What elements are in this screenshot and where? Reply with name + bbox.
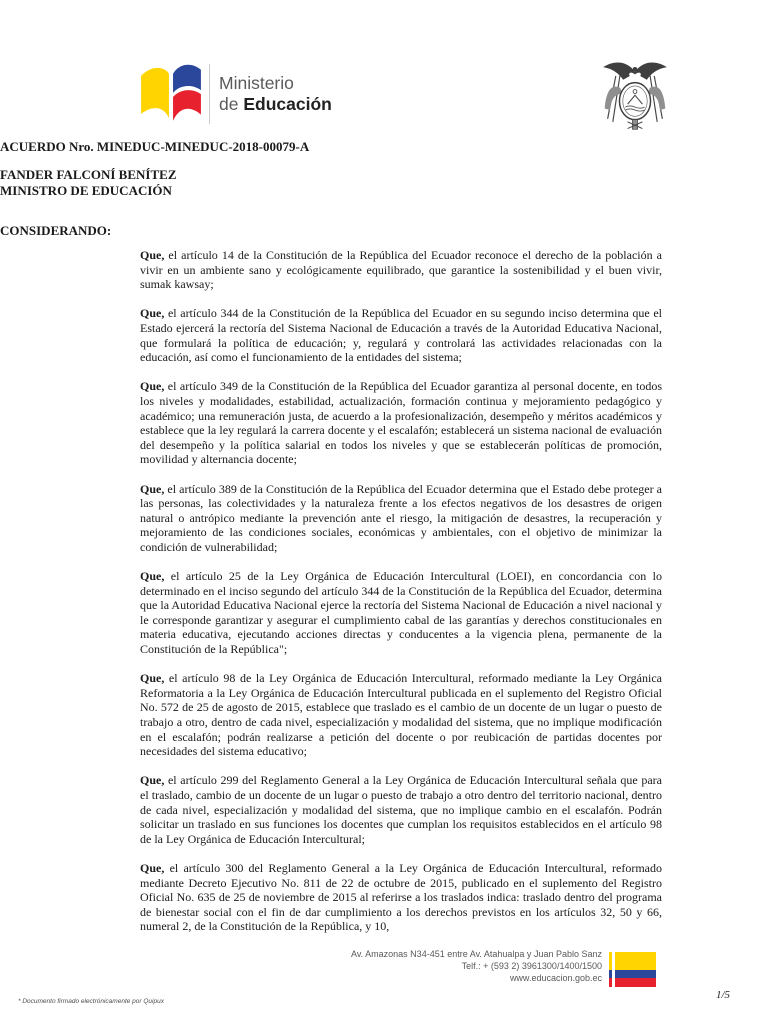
paragraph-text: el artículo 344 de la Constitución de la República del Ecuador en su segundo inciso determina que el Estado ejercerá la rectoría del Sistema Nacional de Educación a través de la Autoridad Educativa Nacional, que formulará la política de educación; y, regulará y controlará las actividades relacionadas con la educación, así como el funcionamiento de la entidades del sistema;	[140, 306, 662, 365]
paragraph-articulo-299	[140, 773, 662, 846]
paragraph-articulo-14	[140, 248, 662, 292]
logo-text-de: de	[219, 93, 239, 114]
considerando-heading: CONSIDERANDO:	[0, 223, 112, 238]
paragraph-text: el artículo 349 de la Constitución de la República del Ecuador garantiza al personal docente, en todos los niveles y modalidades, estabilidad, actualización, formación continua y mejoramiento pedagógico y académico; una remuneración justa, de acuerdo a la profesionalización, desempeño y méritos académicos y establece que la ley regulará la carrera docente y el escalafón; establecerá un sistema nacional de evaluación del desempeño y la política salarial en todos los niveles y que se establecerán políticas de promoción, movilidad y alternancia docente;	[140, 379, 662, 467]
paragraph-articulo-344	[140, 306, 662, 364]
page-number: 1/5	[715, 989, 730, 1001]
document-title: ACUERDO Nro. MINEDUC-MINEDUC-2018-00079-A	[0, 139, 310, 154]
que-lead: Que,	[140, 860, 165, 875]
paragraph-text: el artículo 389 de la Constitución de la República del Ecuador determina que el Estado debe proteger a las personas, las colectividades y la naturaleza frente a los efectos negativos de los desastres de origen natural o antrópico mediante la prevención ante el riesgo, la mitigación de desastres, la recuperación y mejoramiento de las condiciones sociales, económicas y ambientales, con el objetivo de minimizar la condición de vulnerabilidad;	[140, 481, 662, 554]
que-lead: Que,	[140, 773, 165, 788]
flag-blue-band	[615, 970, 656, 979]
logo-text-de-educacion	[219, 94, 332, 115]
flag-red-band	[609, 978, 612, 987]
que-lead: Que,	[140, 379, 165, 394]
signatory-role: MINISTRO DE EDUCACIÓN	[0, 183, 172, 198]
paragraph-articulo-389	[140, 482, 662, 555]
flag-thin-strip	[609, 952, 612, 987]
flag-blue-band	[609, 970, 612, 979]
paragraph-articulo-349	[140, 379, 662, 467]
logo-text-educacion: Educación	[243, 93, 332, 114]
flag-yellow-band	[609, 952, 612, 970]
ecuador-coat-of-arms-icon	[598, 55, 672, 134]
que-lead: Que,	[140, 481, 165, 496]
que-lead: Que,	[140, 569, 165, 584]
paragraph-text: el artículo 14 de la Constitución de la República del Ecuador reconoce el derecho de la población a vivir en un ambiente sano y ecológicamente equilibrado, que garantice la sostenibilidad y el buen vivir, sumak kawsay;	[140, 248, 662, 292]
paragraph-text: el artículo 25 de la Ley Orgánica de Educación Intercultural (LOEI), en concordancia con lo determinado en el inciso segundo del artículo 344 de la Constitución de la República del Ecuador, determina que la Autoridad Educativa Nacional ejerce la rectoría del Sistema Nacional de Educación a nivel nacional y le corresponde garantizar y asegurar el cumplimiento cabal de las garantías y derechos constitucionales en materia educativa, ejecutando acciones directas y conducentes a la vigencia plena, permanente de la Constitución de la República";	[140, 569, 662, 657]
flag-main-block	[615, 952, 656, 987]
document-body	[140, 248, 662, 949]
paragraph-articulo-300	[140, 861, 662, 934]
paragraph-text: el artículo 300 del Reglamento General a la Ley Orgánica de Educación Intercultural, reformado mediante Decreto Ejecutivo No. 811 de 22 de octubre de 2015, publicado en el suplemento del Registro Oficial No. 635 de 25 de noviembre de 2015 al referirse a los traslados indica: traslado dentro del programa de bienestar social con el fin de dar cumplimiento a los derechos previstos en los artículos 32, 50 y 66, numeral 2, de la Constitución de la República, y 10,	[140, 860, 662, 934]
ministry-logo	[137, 57, 332, 130]
logo-divider	[209, 64, 210, 124]
paragraph-articulo-98	[140, 671, 662, 759]
electronic-signature-note: * Documento firmado electrónicamente por Quipux	[18, 998, 164, 1005]
signatory-name: FANDER FALCONÍ BENÍTEZ	[0, 167, 177, 182]
logo-text-ministerio: Ministerio	[219, 72, 294, 93]
que-lead: Que,	[140, 306, 165, 321]
flag-red-band	[615, 978, 656, 987]
footer-contact-block	[351, 948, 602, 984]
footer-address: Av. Amazonas N34-451 entre Av. Atahualpa y Juan Pablo Sanz	[350, 949, 602, 959]
footer-website: www.educacion.gob.ec	[509, 973, 602, 983]
que-lead: Que,	[140, 248, 165, 262]
paragraph-text: el artículo 98 de la Ley Orgánica de Educación Intercultural, reformado mediante la Ley Orgánica Reformatoria a la Ley Orgánica de Educación Intercultural publicada en el suplemento del Registro Oficial No. 572 de 25 de agosto de 2015, establece que traslado es el cambio de un docente de un lugar o puesto de trabajo a otro, dentro de cada nivel, especialización y modalidad del sistema, que no implique modificación en el escalafón; podrán realizarse a petición del docente o por reubicación de partidas docentes por necesidades del sistema educativo;	[140, 671, 662, 759]
ecuador-flag-icon	[609, 952, 656, 987]
paragraph-articulo-25-loei	[140, 569, 662, 657]
open-book-logo-icon	[137, 57, 205, 130]
footer-phone: Telf.: + (593 2) 3961300/1400/1500	[461, 961, 602, 971]
que-lead: Que,	[140, 671, 165, 686]
flag-yellow-band	[615, 952, 656, 970]
paragraph-text: el artículo 299 del Reglamento General a la Ley Orgánica de Educación Intercultural señala que para el traslado, cambio de un docente de un lugar o puesto de trabajo a otro dentro del territorio nacional, dentro de cada nivel, especialización y modalidad del sistema, que no implique cambio en el escalafón. Podrán solicitar un traslado en sus funciones los docentes que cumplan los requisitos establecidos en el artículo 98 de la Ley Orgánica de Educación Intercultural;	[140, 773, 662, 846]
